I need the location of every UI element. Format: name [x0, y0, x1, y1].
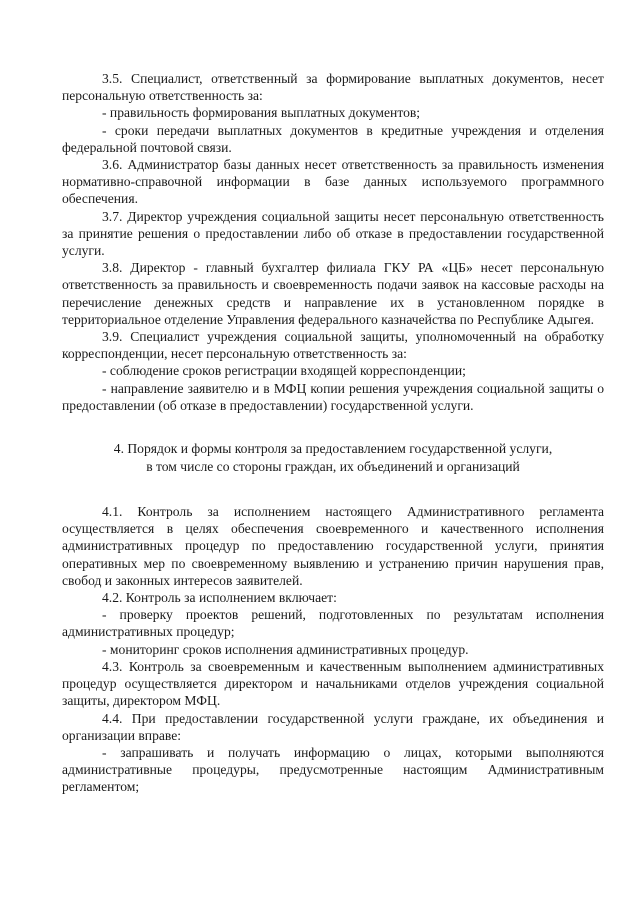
- paragraph-3-8: 3.8. Директор - главный бухгалтер филиала ГКУ РА «ЦБ» несет персональную ответственность за правильность и своевременность подачи заявок на кассовые расходы на перечисление денежных средств и направление их в установленном порядке в территориальное отделение Управления федерального казначейства по Республике Адыгея.: [62, 260, 604, 327]
- section-3-body: [62, 70, 604, 414]
- paragraph-4-4: 4.4. При предоставлении государственной услуги граждане, их объединения и организации вправе:: [62, 710, 604, 743]
- list-item: - соблюдение сроков регистрации входящей корреспонденции;: [102, 363, 466, 379]
- section-heading-line-2: в том числе со стороны граждан, их объединений и организаций: [146, 458, 520, 474]
- paragraph-4-1: 4.1. Контроль за исполнением настоящего Административного регламента осуществляется в целях обеспечения своевременного и качественного исполнения административных процедур по предоставлению государственной услуги, принятия оперативных мер по своевременному выявлению и устранению причин нарушения прав, свобод и законных интересов заявителей.: [62, 504, 604, 588]
- list-item: - сроки передачи выплатных документов в кредитные учреждения и отделения федеральной почтовой связи.: [62, 122, 604, 155]
- list-item: - запрашивать и получать информацию о лицах, которыми выполняются административные процедуры, предусмотренные настоящим Административным регламентом;: [62, 744, 604, 795]
- list-item: - правильность формирования выплатных документов;: [102, 105, 421, 121]
- paragraph-3-7: 3.7. Директор учреждения социальной защиты несет персональную ответственность за принятие решения о предоставлении либо об отказе в предоставлении государственной услуги.: [62, 208, 604, 259]
- section-heading-line-1: 4. Порядок и формы контроля за предоставлением государственной услуги,: [113, 441, 553, 457]
- paragraph-3-6: 3.6. Администратор базы данных несет ответственность за правильность изменения нормативно-справочной информации в базе данных используемого программного обеспечения.: [62, 157, 604, 207]
- list-item: - мониторинг сроков исполнения административных процедур.: [102, 641, 469, 657]
- paragraph-3-5: 3.5. Специалист, ответственный за формирование выплатных документов, несет персональную ответственность за:: [62, 71, 604, 104]
- list-item: - направление заявителю и в МФЦ копии решения учреждения социальной защиты о предоставлении (об отказе в предоставлении) государственной услуги.: [62, 380, 604, 413]
- paragraph-4-2: 4.2. Контроль за исполнением включает:: [102, 590, 337, 606]
- list-item: - проверку проектов решений, подготовленных по результатам исполнения административных процедур;: [62, 607, 604, 640]
- section-4-heading: [62, 440, 604, 475]
- paragraph-4-3: 4.3. Контроль за своевременным и качественным выполнением административных процедур осуществляется директором и начальниками отделов учреждения социальной защиты, директором МФЦ.: [62, 658, 604, 709]
- paragraph-3-9: 3.9. Специалист учреждения социальной защиты, уполномоченный на обработку корреспонденции, несет персональную ответственность за:: [62, 329, 604, 362]
- section-4-body: [62, 503, 604, 795]
